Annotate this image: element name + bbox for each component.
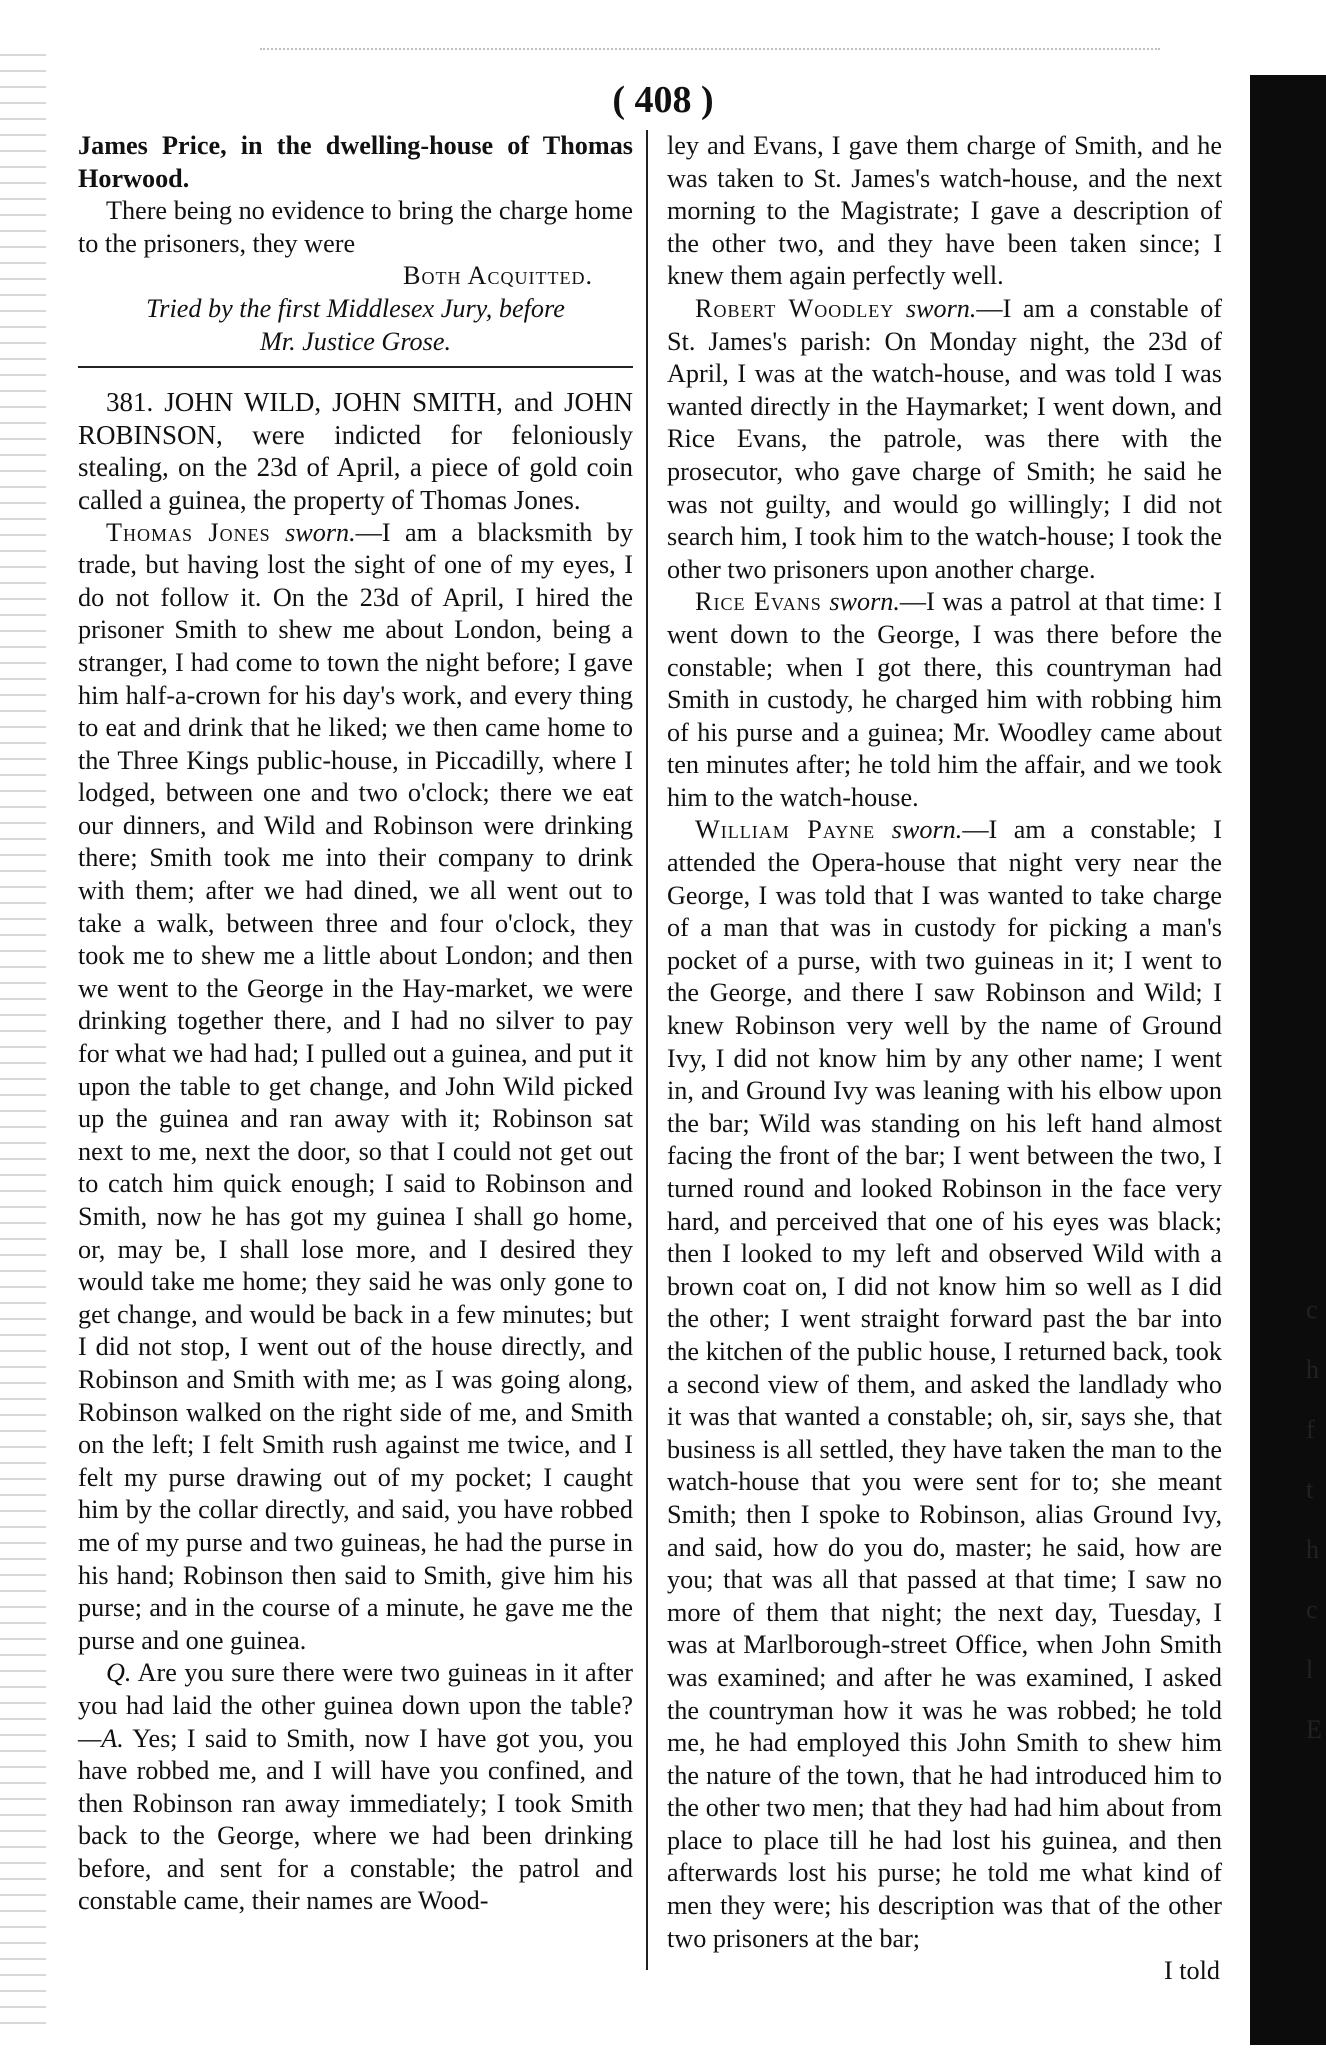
- left-column: [78, 130, 633, 1918]
- jones-testimony-text: —I am a blacksmith by trade, but having lost the sight of one of my eyes, I do not follow it. On the 23d of April, I hired the prisoner Smith to shew me about London, being a stranger, I had come to town the night before; I gave him half-a-crown for his day's work, and every thing to eat and drink that he liked; we then came home to the Three Kings public-house, in Piccadilly, where I lodged, between one and two o'clock; there we eat our dinners, and Wild and Robinson were drinking there; Smith took me into their company to drink with them; after we had dined, we all went out to take a walk, between three and four o'clock, they took me to shew me a little about London; and then we went to the George in the Hay-market, we were drinking together there, and I had no silver to pay for what we had had; I pulled out a guinea, and put it upon the table to get change, and John Wild picked up the guinea and ran away with it; Robinson sat next to me, next the door, so that I could not get out to catch him quick enough; I said to Robinson and Smith, now he has got my guinea I shall go home, or, may be, I shall lose more, and I desired they would take me home; they said he was only gone to get change, and would be back in a few minutes; but I did not stop, I went out of the house directly, and Robinson and Smith with me; as I was going along, Robinson walked on the right side of me, and Smith on the left; I felt Smith rush against me twice, and I felt my purse drawing out of my pocket; I caught him by the collar directly, and said, you have robbed me of my purse and two guineas, he had the purse in his hand; Robinson then said to Smith, give him his purse; and in the course of a minute, he gave me the purse and one guinea.: [78, 517, 633, 1655]
- sworn-label: sworn.: [891, 815, 963, 845]
- witness-name-payne: William Payne: [695, 815, 876, 845]
- margin-fragment: c: [1306, 1595, 1318, 1624]
- margin-fragment: c: [1306, 1295, 1318, 1324]
- margin-fragment: h: [1306, 1355, 1319, 1384]
- tried-by-line-2: Mr. Justice Grose.: [259, 326, 452, 356]
- case-heading: 381. JOHN WILD, JOHN SMITH, and JOHN ROBINSON, were indicted for feloniously stealing, on the 23d of April, a piece of gold coin called a guinea, the property of Thomas Jones.: [78, 387, 633, 515]
- margin-fragment: t: [1306, 1475, 1314, 1504]
- witness-name-evans: Rice Evans: [695, 587, 822, 617]
- tried-by-line-1: Tried by the first Middlesex Jury, before: [146, 293, 565, 323]
- intro-text: James Price, in the dwelling-house of Thomas Horwood.: [78, 131, 633, 193]
- sworn-label: sworn.: [285, 517, 356, 547]
- margin-fragment: h: [1306, 1535, 1319, 1564]
- margin-fragment: f: [1306, 1415, 1315, 1444]
- jones-testimony-paragraph: [78, 517, 633, 1658]
- evans-testimony-text: —I was a patrol at that time: I went down to the George, I was there before the constable; when I got there, this countryman had Smith in custody, he charged him with robbing him of his purse and a guinea; Mr. Woodley came about ten minutes after; he told him the affair, and we took him to the watch-house.: [667, 587, 1222, 812]
- sworn-label: sworn.: [829, 587, 900, 617]
- sworn-label: sworn.: [905, 293, 977, 323]
- margin-fragment: l: [1306, 1655, 1314, 1684]
- question-paragraph: [78, 1657, 633, 1918]
- scanned-page-left-edge: [0, 40, 46, 2030]
- question-text: Are you sure there were two guineas in it after you had laid the other guinea down upon the table?: [78, 1658, 633, 1720]
- facing-page-fragments: [1306, 1280, 1326, 1840]
- witness-name-woodley: Robert Woodley: [695, 293, 895, 323]
- woodley-testimony-text: —I am a constable of St. James's parish: On Monday night, the 23d of April, I was at the watch-house, and was told I was wanted directly in the Haymarket; I went down, and Rice Evans, the patrole, was there with the prosecutor, who gave charge of Smith; he said he was not guilty, and would go willingly; I did not search him, I took him to the watch-house; I took the other two prisoners upon another charge.: [667, 293, 1223, 584]
- verdict-text: Both Acquitted.: [402, 261, 593, 291]
- continuation-paragraph: ley and Evans, I gave them charge of Smith, and he was taken to St. James's watch-house, and the next morning to the Magistrate; I gave a description of the other two, and they have been taken since; I knew them again perfectly well.: [667, 131, 1222, 291]
- evans-testimony-paragraph: [667, 586, 1222, 814]
- question-marker: Q.: [106, 1658, 132, 1688]
- column-divider: [646, 130, 648, 1970]
- payne-testimony-paragraph: [667, 814, 1222, 1955]
- top-scan-artifact: [260, 48, 1160, 50]
- witness-name-jones: Thomas Jones: [106, 517, 271, 547]
- case-separator: [78, 366, 633, 368]
- right-column: [667, 130, 1222, 1988]
- answer-marker: —A.: [78, 1723, 124, 1753]
- answer-text: Yes; I said to Smith, now I have got you, you have robbed me, and I will have you confined, and then Robinson ran away immediately; I took Smith back to the George, where we had been drinking before, and sent for a constable; the patrol and constable came, their names are Wood-: [78, 1723, 634, 1916]
- evidence-paragraph: There being no evidence to bring the charge home to the prisoners, they were: [78, 196, 633, 258]
- intro-paragraph: [78, 130, 633, 195]
- catchword: I told: [1163, 1956, 1220, 1986]
- margin-fragment: E: [1306, 1715, 1322, 1744]
- payne-testimony-text: —I am a constable; I attended the Opera-house that night very near the George, I was told that I was wanted to take charge of a man that was in custody for picking a man's pocket of a purse, with two guineas in it; I went to the George, and there I saw Robinson and Wild; I knew Robinson very well by the name of Ground Ivy, I did not know him by any other name; I went in, and Ground Ivy was leaning with his elbow upon the bar; Wild was standing on his left hand almost facing the front of the bar; I went between the two, I turned round and looked Robinson in the face very hard, and perceived that one of his eyes was black; then I looked to my left and observed Wild with a brown coat on, I did not know him so well as I did the other; I went straight forward past the bar into the kitchen of the public house, I returned back, took a second view of them, and asked the landlady who it was that wanted a constable; oh, sir, says she, that business is all settled, they have taken the man to the watch-house that you were sent for to; she meant Smith; then I spoke to Robinson, alias Ground Ivy, and said, how do you do, master; he said, how are you; that was all that passed at that time; I saw no more of them that night; the next day, Tuesday, I was at Marlborough-street Office, when John Smith was examined; and after he was examined, I asked the countryman how it was he was robbed; he told me, he had employed this John Smith to shew him the nature of the town, that he had introduced him to the other two men; that they had had him about from place to place till he had lost his guinea, and then afterwards lost his purse; he told me what kind of men they were; his description was that of the other two prisoners at the bar;: [667, 815, 1222, 1953]
- woodley-testimony-paragraph: [667, 293, 1222, 586]
- page-number: ( 408 ): [612, 79, 714, 121]
